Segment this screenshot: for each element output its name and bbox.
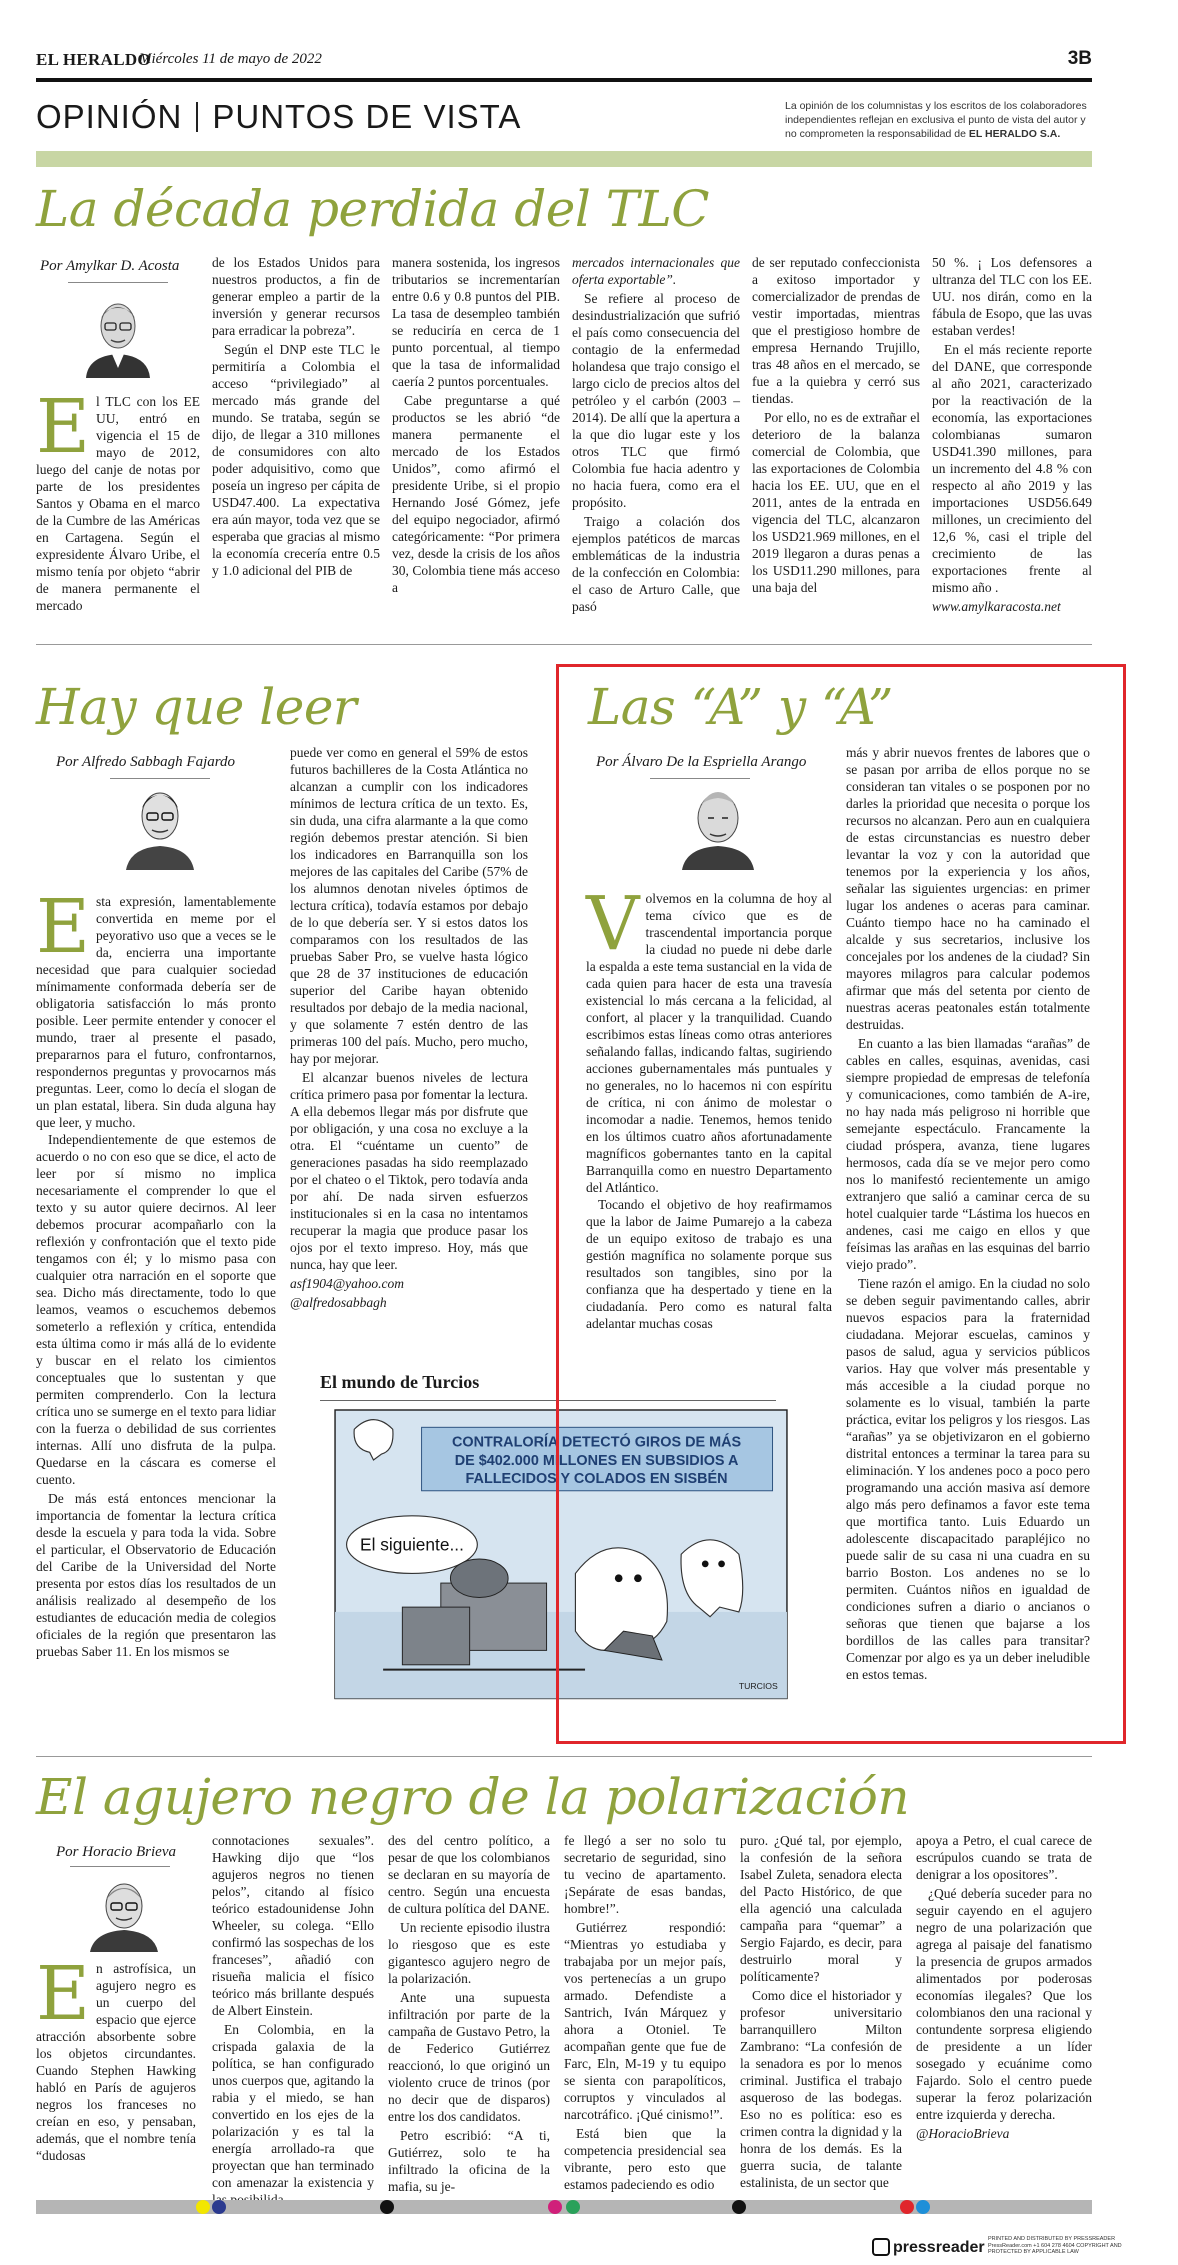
pressreader-badge[interactable] (872, 2236, 1126, 2262)
cartoon-title: El mundo de Turcios (320, 1372, 480, 1392)
article2-col-2: puede ver como en general el 59% de estos futuros bachilleres de la Costa Atlántica no alcanzan a cumplir con los indicadores mínimos de lectura crítica de un texto. Es, sin duda, una cifra alarmante a la que como región debemos prestar atención. Si bien los indicadores en Barranquilla son los mejores de las capitales del Caribe (57% de los alumnos denotan niveles óptimos de lectura crítica), todavía estamos por debajo de lo que debería ser. Y si estos datos los comparamos con los resultados de las pruebas Saber Pro, se vuelve hasta lógico que 28 de 37 instituciones de educación superior del Caribe hayan obtenido resultados por debajo de la media nacional, y que solamente 7 estén dentro de las primeras 100 del país. Mucho, pero mucho, hay por mejorar. El alcanzar buenos niveles de lectura crítica primero pasa por fomentar la lectura. A ella debemos llegar más por disfrute que por obligación, y una cosa no excluye a la otra. El “cuéntame un cuento” de generaciones pasadas ha sido reemplazado por el chateo o el Tiktok, pero todavía anda por ahí. De nada sirven esfuerzos institucionales si en la casa no intentamos recuperar la magia que produce pasar los ojos por el texto impreso. Hoy, más que nunca, hay que leer. asf1904@yahoo.com @alfredosabbagh (290, 745, 528, 1310)
section-divider-1 (36, 644, 1092, 645)
pressreader-fine-print: PRINTED AND DISTRIBUTED BY PRESSREADER PressReader.com +1 604 278 4604 COPYRIGHT AND PROTECTED BY APPLICABLE LAW (988, 2236, 1122, 2255)
cartoon-banner-line-3: FALLECIDOS Y COLADOS EN SISBÉN (465, 1471, 728, 1488)
registration-dot-black (732, 2200, 746, 2214)
byline-rule (68, 282, 168, 283)
registration-dot-cyan (916, 2200, 930, 2214)
registration-dot-yellow (196, 2200, 210, 2214)
article1-col-3: manera sostenida, los ingresos tributarios se incrementarían entre 0.6 y 0.8 puntos del PIB. La tasa de desempleo también se reduciría en cerca de 1 punto porcentual, al tiempo que la tasa de informalidad caería 2 puntos porcentuales. Cabe preguntarse a qué productos se les abrió “de manera permanente el mercado de los Estados Unidos”, como afirmó el presidente Uribe, si el propio Hernando José Gómez, jefe del equipo negociador, afirmó categóricamente: “Por primera vez, desde la crisis de los años 30, Colombia tiene más acceso a (392, 255, 560, 595)
registration-dot-red (900, 2200, 914, 2214)
author-portrait-sabbagh (118, 776, 202, 870)
article2-dropcap: E (36, 884, 91, 970)
registration-dot-magenta (548, 2200, 562, 2214)
article3-dropcap: V (586, 881, 640, 967)
article2-headline: Hay que leer (36, 678, 357, 736)
article1-signature[interactable]: www.amylkaracosta.net (932, 599, 1061, 614)
author-portrait-acosta (78, 288, 158, 378)
registration-dot-green (566, 2200, 580, 2214)
article3-col-1: V olvemos en la columna de hoy al tema cívico que es de trascendental importancia porque la ciudad no puede ni debe darle la espalda a este tema sustancial en la vida de cada quien para hacer de esta una travesía existencial lo más cercana a la felicidad, al confort, al placer y la tranquilidad. Cuando escribimos estas líneas como otras anteriores señalando fallas, indicando faltas, sugiriendo acciones gubernamentales más puntuales y no generales, no lo hacemos ni con espíritu de crítica, ni con ánimo de molestar o incomodar a nadie. Tenemos, hemos tenido en los últimos cuatro años afortunadamente magníficos gobernantes tanto en la capital Barranquilla como en nuestro Departamento del Atlántico. Tocando el objetivo de hoy reafirmamos que la labor de Jaime Pumarejo a la cabeza de un equipo exitoso de trabajo es una gestión magnífica no solamente porque sus resultados son tangibles, sino por la confianza que ha despertado y tiene en la ciudadanía. Pero como es natural falta adelantar muchas cosas (586, 881, 832, 1331)
article4-col-6: apoya a Petro, el cual carece de escrúpulos cuando se trata de denigrar a los opositores”. ¿Qué debería suceder para no seguir cayendo en el agujero negro de una polarización que agrega al paisaje del fanatismo la presencia de grupos armados alimentados por poderosas economías ilegales? Que los colombianos den una racional y contundente sorpresa eligiendo de presidente a un líder sosegado y ecuánime como Fajardo. Solo el centro puede superar la feroz polarización entre izquierda y derecha. @HoracioBrieva (916, 1833, 1092, 2141)
registration-dot-black (380, 2200, 394, 2214)
article2-email[interactable]: asf1904@yahoo.com (290, 1276, 405, 1291)
article4-dropcap: E (36, 1951, 91, 2037)
issue-date: Miércoles 11 de mayo de 2022 (139, 51, 322, 67)
article4-col-2: connotaciones sexuales”. Hawking dijo que “los agujeros negros no tienen pelos”, citando al físico teórico estadounidense John Wheeler, su colega. “Ello confirmó las sospechas de los franceses”, añadió con risueña malicia el físico teórico más brillante después de Albert Einstein. En Colombia, en la crispada galaxia de la política, se han configurado unos cuerpos que, agitando la rabia y el miedo, se han convertido en los ejes de la polarización y es tal la energía arrollado-ra que proyectan que han terminado con amenazar la existencia y (212, 1833, 374, 2190)
article3-col-2: más y abrir nuevos frentes de labores que o se pasan por arriba de ellos porque no se consideran tan vitales o se posponen por no darles la prioridad que necesita o porque los recursos no alcanzan. Pero aun en cualquiera de estas circunstancias es nuestro deber levantar la voz y con la autoridad que tenemos por la experiencia y los años, señalar las siguientes urgencias: en primer lugar los andenes o aceras para caminar. Cuánto tiempo hace no ha caminado el alcalde y sus secretarios, inclusive los concejales por los andenes de la ciudad? Sin mayores milagros para calcular podemos afirmar que más del setenta por ciento de nuestras aceras peatonales están totalmente destruidas. En cuanto a las bien llamadas “arañas” de cables en calles, esquinas, avenidas, casi siempre propiedad de empresas de telefonía y comunicaciones, como también de A-ire, no hay nada más peligroso ni horrible que semejante espectáculo. Francamente la ciudad próspera, avanza, tiene lugares hermosos, cada día se ve mejor pero como nos lo manifestó recientemente un amigo extranjero que salió a caminar cerca de su hotel cualquier tarde “Lástima los huecos en andenes, casi me caigo en ellos y que feísimas las arañas en las esquinas del barrio viejo prado”. Tiene razón el amigo. En la ciudad no solo se deben seguir pavimentando calles, abrir nuevos espacios para la fraternidad ciudadana. Mejorar escuelas, caminos y pasos de salud, agua y servicios públicos varios. Hay que volver más presentable y más accesible a la ciudad porque no solamente es lo visual, también la parte práctica, evitar los peligros y los riesgos. Las “arañas” ya se objetivizaron en el gobierno distrital entonces a terminar la tarea para su eliminación. Y los andenes poco a poco pero programando una acción masiva así demore algo más pero definamos a favor este tema que mortifica tanto. Luis Eduardo un adolescente discapacitado parapléjico no puede salir de su casa ni una cuadra en su barrio Boston. Los andenes no se lo permiten. Cuántos niños en igualdad de condiciones sufren a diario o ancianos o señoras que tienen que bajarse a los bordillos de las calles para transitar? Comenzar por algo es ya un deber ineludible en estos temas. (846, 745, 1090, 1682)
section-right: PUNTOS DE VISTA (212, 98, 522, 135)
byline-rule (70, 1866, 170, 1867)
section-divider (196, 102, 198, 132)
page-number: 3B (1067, 48, 1092, 69)
article1-dropcap: E (36, 384, 91, 470)
article4-col-1: E n astrofísica, un agujero negro es un cuerpo del espacio que ejerce atracción absorbente sobre los objetos circundantes. Cuando Stephen Hawking habló en París de agujeros negros los franceses no creían en eso, y pensaban, además, que el nombre tenía “dudosas (36, 1951, 196, 2163)
cartoon-banner-line-1: CONTRALORÍA DETECTÓ GIROS DE MÁS (451, 1434, 742, 1451)
article4-byline: Por Horacio Brieva (56, 1844, 176, 1860)
author-portrait-brieva (82, 1872, 166, 1952)
article1-col-2: de los Estados Unidos para nuestros productos, a fin de generar empleo a partir de la inversión y generar recursos para erradicar la pobreza”. Según el DNP este TLC le permitiría a Colombia el acceso “privilegiado” al mercado más grande del mundo. Se trataba, según se dijo, de llegar a 310 millones de consumidores con alto poder adquisitivo, como que poseía un ingreso per cápita de USD47.400. La expectativa era aún mayor, toda vez que se esperaba que gracias al mismo la economía crecería entre 0.5 y 1.0 adicional del PIB de (212, 255, 380, 578)
article2-byline: Por Alfredo Sabbagh Fajardo (56, 754, 236, 770)
article2-col-1: E sta expresión, lamentablemente convertida en meme por el peyorativo uso que a veces se le da, encierra una importante necesidad que para cualquier sociedad mínimamente conformada debería ser de obligatoria satisfacción lo más pronto posible. Leer permite entender y conocer el mundo, traer al presente el pasado, prepararnos para el futuro, confrontarnos, respondernos preguntas y provocarnos más preguntas. Leer, como lo decía el slogan de un plan estatal, libera. Sin duda alguna hay que leer, y mucho. Independientemente de que estemos de acuerdo o no con eso que se dice, el acto de leer por sí mismo no implica necesariamente el comprender lo que el texto y su autor quiere decirnos. Al leer debemos procurar acompañarlo con la reflexión y confrontación que el texto pide tengamos con él; y lo mismo pasa con cualquier otra narración en el soporte que sea. Dicho más directamente, todo lo que leamos, veamos o escuchemos debemos someterlo a reflexión y crítica, entendida esta última como ir más allá de lo evidente y buscar en el relato los cimientos conceptuales que lo sustentan y que permiten comprenderlo. Con la lectura crítica uno se sumerge en el texto para lidiar con la fuerza o debilidad de sus corrientes internas. Allí uno disfruta de la pulpa. Quedarse en la cáscara es comerse el cuento. De más está entonces mencionar la importancia de fomentar la lectura crítica desde la escuela y para toda la vida. Sobre el particular, el Observatorio de Educación del Caribe de la Universidad del Norte presenta por estos días los resultados de un análisis realizado al desempeño de los estudiantes de educación media de colegios oficiales de la región que presentaron las pruebas Saber 11. En los mismos se (36, 884, 276, 1659)
article1-byline: Por Amylkar D. Acosta (40, 258, 180, 274)
article4-col-4: fe llegó a ser no solo tu secretario de seguridad, sino tu vecino de apartamento. ¡Sepárate de esas bandas, hombre!”. Gutiérrez respondió: “Mientras yo estudiaba y trabajaba por un mejor país, vos pertenecías a un grupo armado. Defendiste a Santrich, Iván Márquez y ahora a Otoniel. Te acompañan gente que fue de Farc, Eln, M-19 y tu equipo se sienta con parapolíticos, corruptos y vinculados al narcotráfico. ¡Qué cinismo!”. Está bien que la competencia presidencial sea vibrante, pero esto que estamos padeciendo es odio (564, 1833, 726, 2192)
author-portrait-espriella (676, 778, 760, 870)
section-divider-2 (36, 1756, 1092, 1757)
registration-dot-blue (212, 2200, 226, 2214)
article2-handle[interactable]: @alfredosabbagh (290, 1295, 387, 1310)
article1-col-1: E l TLC con los EE UU, entró en vigencia el 15 de mayo de 2012, luego del canje de notas por parte de los presidentes Santos y Obama en el marco de la Cumbre de las Américas en Cartagena. Según el expresidente Álvaro Uribe, el mismo tenía por objeto “abrir de manera permanente el mercado (36, 384, 200, 613)
article1-col-4: mercados internacionales que oferta exportable”. Se refiere al proceso de desindustrialización que sufrió el país como consecuencia del contagio de la enfermedad holandesa que trajo consigo el largo ciclo de precios altos del petróleo y el carbón (2003 – 2014). De allí que la apertura a la que dio lugar este y los otros TLC que firmó Colombia fue hacia adentro y no hacia fuera, como era el propósito. Traigo a colación dos ejemplos patéticos de marcas emblemáticas de la industria de la confección en Colombia: el caso de Arturo Calle, que pasó (572, 255, 740, 614)
section-band (36, 151, 1092, 167)
masthead-rule (36, 78, 1092, 82)
cartoon-signature: TURCIOS (738, 1680, 778, 1691)
cartoon-banner-line-2: DE $402.000 MILLONES EN SUBSIDIOS A (454, 1452, 739, 1469)
section-left: OPINIÓN (36, 98, 183, 135)
pressreader-icon (872, 2238, 890, 2256)
article1-col-5: de ser reputado confeccionista a exitoso importador y comercializador de prendas de vestir importadas, mientras que el prestigioso hombre de empresa Hernando Trujillo, tras 48 años en el mercado, se fue a la quiebra y cerró sus tiendas. Por ello, no es de extrañar el deterioro de la balanza comercial de Colombia, que las exportaciones de Colombia hacia los EE. UU, que en el 2011, antes de la entrada en vigencia del TLC, alcanzaron los USD21.969 millones, en el 2019 llegaron a duras penas a los USD11.290 millones, para una baja del (752, 255, 920, 595)
article4-col-3: des del centro político, a pesar de que los colombianos se declaran en su mayoría de centro. Según una encuesta de cultura política del DANE. Un reciente episodio ilustra lo riesgoso que es este gigantesco agujero negro de la polarización. Ante una supuesta infiltración por parte de la campaña de Gustavo Petro, la de Federico Gutiérrez reaccionó, lo que originó un violento cruce de trinos (por no decir que de disparos) entre los dos candidatos. Petro escribió: “A ti, Gutiérrez, solo te ha infiltrado la oficina de la mafia, su je- (388, 1833, 550, 2194)
pressreader-logo: pressreader (872, 2238, 985, 2257)
cartoon-speech: El siguiente... (360, 1534, 464, 1555)
registration-bar (36, 2200, 1092, 2214)
newspaper-name: EL HERALDO (36, 50, 151, 69)
article1-col-6: 50 %. ¡ Los defensores a ultranza del TLC con los EE. UU. nos dirán, como en la fábula de Esopo, que las uvas estaban verdes! En el más reciente reporte del DANE, que corresponde al año 2021, caracterizado por la reactivación de la economía, las exportaciones colombianas sumaron USD41.390 millones, para un incremento del 4.8 % con respecto al año 2019 y las importaciones USD56.649 millones, un crecimiento del 12,6 %, casi el triple del crecimiento de las exportaciones frente al mismo año . www.amylkaracosta.net (932, 255, 1092, 614)
section-title (36, 98, 521, 136)
article4-col-5: puro. ¿Qué tal, por ejemplo, la confesión de la señora Isabel Zuleta, senadora electa del Pacto Histórico, de que ella agenció una calculada campaña para “quemar” a Sergio Fajardo, es decir, para destruirlo moral y políticamente? Como dice el historiador y profesor universitario barranquillero Milton Zambrano: “La confesión de la senadora es por lo menos criminal. Justifica el trabajo asqueroso de las bodegas. Eso no es política: eso es crimen contra la dignidad y la honra de los demás. Es la guerra sucia, de talante estalinista, de un sector que (740, 1833, 902, 2190)
article4-headline: El agujero negro de la polarización (36, 1768, 910, 1826)
article3-headline: Las “A” y “A” (588, 678, 893, 736)
masthead (36, 50, 1092, 72)
article1-headline: La década perdida del TLC (36, 180, 710, 238)
article3-byline: Por Álvaro De la Espriella Arango (596, 754, 807, 770)
disclaimer: La opinión de los columnistas y los escritos de los colaboradores independientes reflejan en exclusiva el punto de vista del autor y no comprometen la responsabilidad de EL HERALDO S.A. (785, 100, 1087, 140)
article4-handle[interactable]: @HoracioBrieva (916, 2126, 1010, 2141)
